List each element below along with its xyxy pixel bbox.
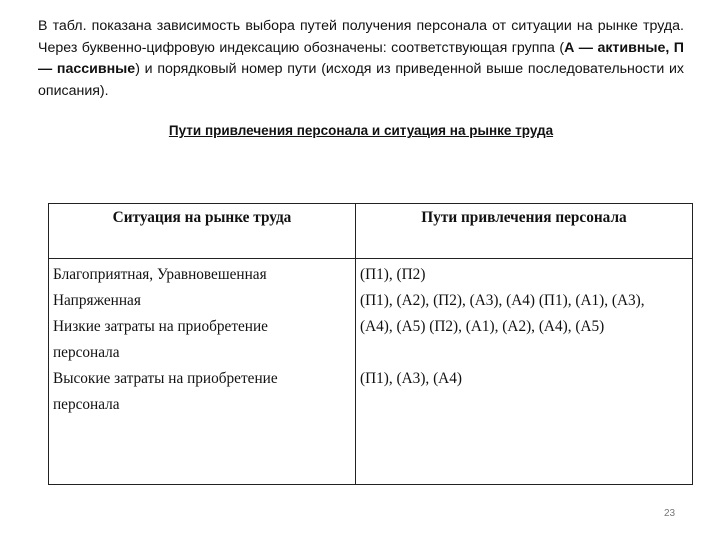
header-paths: Пути привлечения персонала <box>356 204 693 259</box>
table-header-row <box>49 204 693 259</box>
path-line: (А4), (А5) (П2), (А1), (А2), (А4), (А5) <box>360 318 605 335</box>
situation-line: Напряженная <box>53 292 141 309</box>
situation-line: персонала <box>53 396 120 413</box>
path-line: (П1), (А2), (П2), (А3), (А4) (П1), (А1), (А3), <box>360 292 645 309</box>
path-line: (П1), (А3), (А4) <box>360 370 462 387</box>
situation-line: Низкие затраты на приобретение <box>53 318 268 335</box>
situation-line: Благоприятная, Уравновешенная <box>53 266 267 283</box>
intro-paragraph <box>38 16 684 102</box>
intro-text-2: ) и порядковый номер пути (исходя из приведенной выше последовательности их описания). <box>38 61 685 99</box>
spacer <box>360 340 688 366</box>
intro-passive-label: П — пассивные <box>38 39 684 77</box>
header-situation: Ситуация на рынке труда <box>49 204 356 259</box>
page-number: 23 <box>664 508 676 519</box>
intro-text-1: В табл. показана зависимость выбора путей получения персонала от ситуации на рынке труда. Через буквенно-цифровую индексацию обозначены: соответствующая группа ( <box>38 18 684 56</box>
table-caption: Пути привлечения персонала и ситуация на рынке труда <box>168 123 554 138</box>
recruitment-table <box>48 203 693 485</box>
situation-line: персонала <box>53 344 120 361</box>
intro-active-label: А — активные, <box>564 39 670 56</box>
situation-line: Высокие затраты на приобретение <box>53 370 278 387</box>
situations-cell <box>49 259 356 485</box>
paths-cell <box>356 259 693 485</box>
table-row <box>49 259 693 485</box>
path-line: (П1), (П2) <box>360 266 426 283</box>
